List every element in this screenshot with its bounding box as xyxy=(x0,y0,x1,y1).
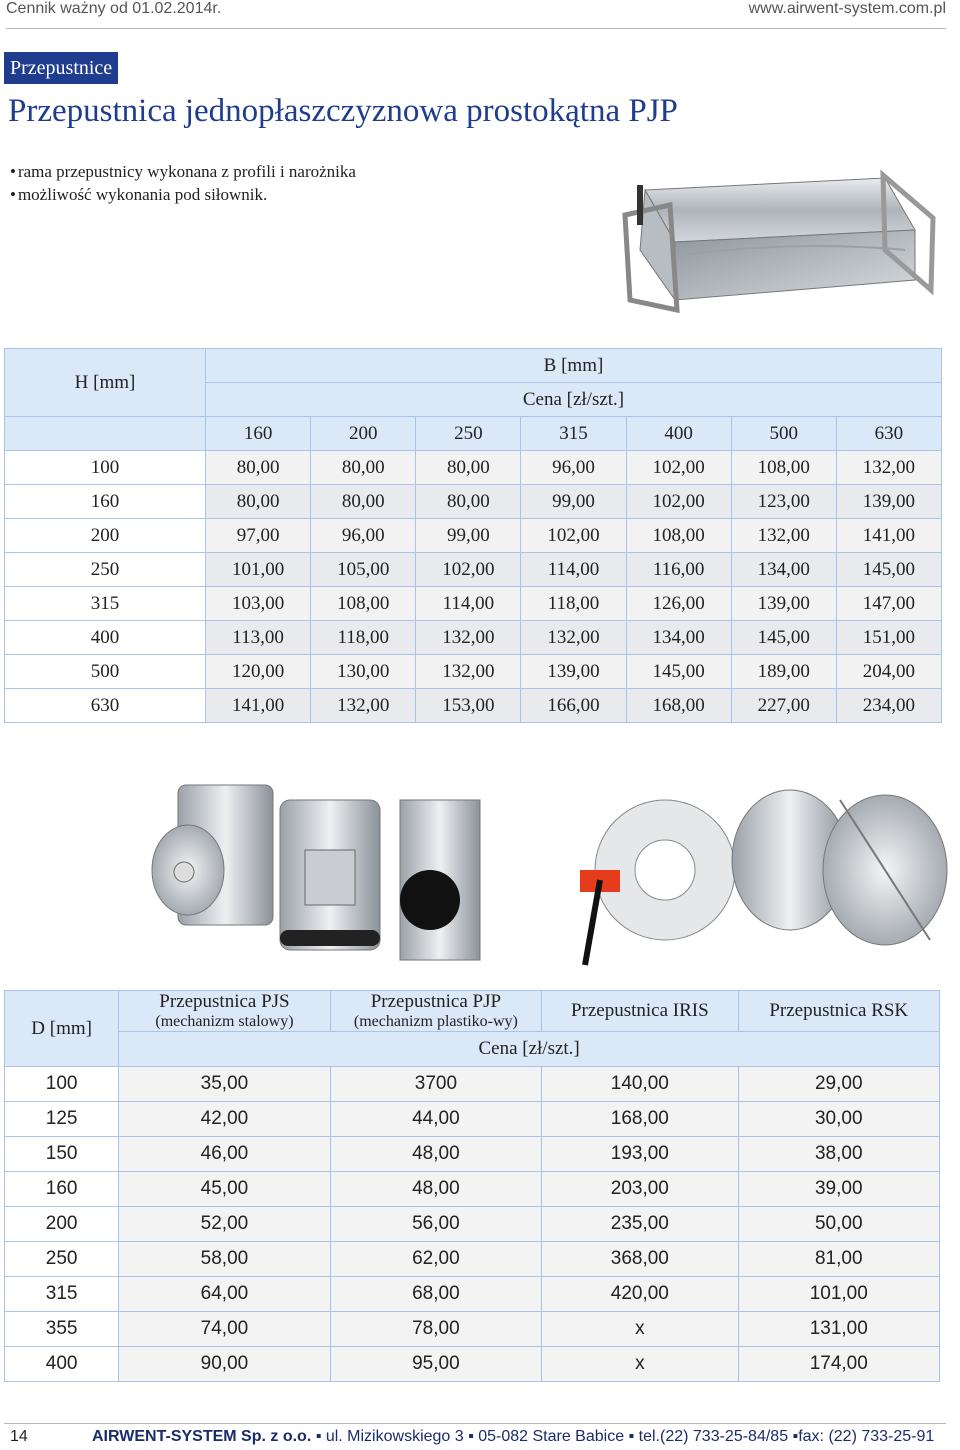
price-cell: 101,00 xyxy=(738,1277,939,1312)
price-cell: 35,00 xyxy=(119,1067,330,1102)
feature-list xyxy=(10,160,356,206)
round-damper-price-table xyxy=(4,990,940,1382)
iris-column-header: Przepustnica IRIS xyxy=(542,991,738,1032)
price-cell: 62,00 xyxy=(330,1242,541,1277)
company-address: ▪ ul. Mizikowskiego 3 ▪ 05-082 Stare Babice ▪ tel.(22) 733-25-84/85 ▪fax: (22) 733-25-91 xyxy=(311,1428,935,1445)
rsk-column-header: Przepustnica RSK xyxy=(738,991,939,1032)
h-value-cell: 630 xyxy=(5,689,206,723)
website-link[interactable]: www.airwent-system.com.pl xyxy=(748,0,946,17)
price-cell: 134,00 xyxy=(626,621,731,655)
price-unit-header: Cena [zł/szt.] xyxy=(119,1032,940,1067)
price-cell: 102,00 xyxy=(626,485,731,519)
price-cell: 48,00 xyxy=(330,1172,541,1207)
table-row xyxy=(5,519,942,553)
price-cell: 102,00 xyxy=(626,451,731,485)
h-value-cell: 100 xyxy=(5,451,206,485)
price-cell: 102,00 xyxy=(416,553,521,587)
price-cell: 234,00 xyxy=(836,689,941,723)
price-cell: 139,00 xyxy=(521,655,626,689)
price-cell: 114,00 xyxy=(416,587,521,621)
h-value-cell: 160 xyxy=(5,485,206,519)
b-value-header: 500 xyxy=(731,417,836,451)
price-cell: 116,00 xyxy=(626,553,731,587)
rectangular-damper-photo xyxy=(615,160,945,320)
d-value-cell: 160 xyxy=(5,1172,119,1207)
price-cell: 102,00 xyxy=(521,519,626,553)
price-cell: 203,00 xyxy=(542,1172,738,1207)
h-column-header: H [mm] xyxy=(5,349,206,417)
page-title: Przepustnica jednopłaszczyznowa prostokątna PJP xyxy=(8,93,678,129)
price-cell: x xyxy=(542,1312,738,1347)
pjp-price-table xyxy=(4,348,942,723)
pjs-subtitle: (mechanizm stalowy) xyxy=(155,1013,294,1030)
table-row xyxy=(5,485,942,519)
price-cell: 81,00 xyxy=(738,1242,939,1277)
table-row xyxy=(5,1102,940,1137)
d-value-cell: 150 xyxy=(5,1137,119,1172)
price-cell: 108,00 xyxy=(731,451,836,485)
price-cell: 80,00 xyxy=(416,451,521,485)
price-cell: 168,00 xyxy=(626,689,731,723)
price-cell: 103,00 xyxy=(206,587,311,621)
price-cell: 96,00 xyxy=(311,519,416,553)
price-cell: 64,00 xyxy=(119,1277,330,1312)
d-value-cell: 355 xyxy=(5,1312,119,1347)
d-column-header xyxy=(5,991,119,1067)
d-value-cell: 125 xyxy=(5,1102,119,1137)
price-cell: 97,00 xyxy=(206,519,311,553)
price-cell: 38,00 xyxy=(738,1137,939,1172)
footer-divider xyxy=(4,1423,946,1424)
price-cell: 147,00 xyxy=(836,587,941,621)
round-dampers-photo xyxy=(140,780,960,970)
table-row xyxy=(5,655,942,689)
price-cell: 80,00 xyxy=(206,451,311,485)
feature-text: rama przepustnicy wykonana z profili i narożnika xyxy=(17,162,356,181)
price-cell: 99,00 xyxy=(521,485,626,519)
price-cell: 368,00 xyxy=(542,1242,738,1277)
price-cell: 58,00 xyxy=(119,1242,330,1277)
price-cell: 44,00 xyxy=(330,1102,541,1137)
d-value-cell: 400 xyxy=(5,1347,119,1382)
rsk-damper-image xyxy=(732,790,947,945)
feature-text: możliwość wykonania pod siłownik. xyxy=(17,185,268,204)
price-cell: 139,00 xyxy=(836,485,941,519)
table-row xyxy=(5,1347,940,1382)
b-column-header: B [mm] xyxy=(206,349,942,383)
corner-cell xyxy=(5,417,206,451)
b-value-header: 200 xyxy=(311,417,416,451)
price-cell: 204,00 xyxy=(836,655,941,689)
price-cell: 80,00 xyxy=(206,485,311,519)
price-cell: 95,00 xyxy=(330,1347,541,1382)
price-list-validity: Cennik ważny od 01.02.2014r. xyxy=(6,0,222,17)
pjp-column-header xyxy=(330,991,541,1032)
feature-item xyxy=(10,183,356,206)
table-row xyxy=(5,621,942,655)
price-cell: 130,00 xyxy=(311,655,416,689)
price-cell: 120,00 xyxy=(206,655,311,689)
price-cell: 123,00 xyxy=(731,485,836,519)
table-row xyxy=(5,689,942,723)
price-cell: 113,00 xyxy=(206,621,311,655)
price-cell: 132,00 xyxy=(521,621,626,655)
price-cell: 50,00 xyxy=(738,1207,939,1242)
price-cell: 139,00 xyxy=(731,587,836,621)
price-cell: 132,00 xyxy=(416,621,521,655)
footer-contact xyxy=(92,1428,934,1446)
price-cell: 193,00 xyxy=(542,1137,738,1172)
price-cell: 132,00 xyxy=(311,689,416,723)
price-cell: 108,00 xyxy=(626,519,731,553)
header-divider xyxy=(6,28,946,29)
section-tag: Przepustnice xyxy=(4,52,118,84)
b-value-header: 630 xyxy=(836,417,941,451)
price-cell: 80,00 xyxy=(311,451,416,485)
b-value-header: 250 xyxy=(416,417,521,451)
price-cell: 140,00 xyxy=(542,1067,738,1102)
h-value-cell: 315 xyxy=(5,587,206,621)
d-value-cell: 100 xyxy=(5,1067,119,1102)
feature-item xyxy=(10,160,356,183)
pjp-price-rows xyxy=(5,451,942,723)
table-row xyxy=(5,1207,940,1242)
price-unit-header: Cena [zł/szt.] xyxy=(206,383,942,417)
round-damper-price-rows xyxy=(5,1067,940,1382)
price-cell: 132,00 xyxy=(731,519,836,553)
price-cell: 52,00 xyxy=(119,1207,330,1242)
h-value-cell: 400 xyxy=(5,621,206,655)
price-cell: 3700 xyxy=(330,1067,541,1102)
pjp-subtitle: (mechanizm plastiko-wy) xyxy=(353,1013,518,1030)
d-value-cell: 200 xyxy=(5,1207,119,1242)
price-cell: 48,00 xyxy=(330,1137,541,1172)
price-cell: 96,00 xyxy=(521,451,626,485)
d-header-label: D [mm] xyxy=(31,1017,92,1039)
price-cell: x xyxy=(542,1347,738,1382)
price-cell: 30,00 xyxy=(738,1102,939,1137)
table-row xyxy=(5,451,942,485)
price-cell: 68,00 xyxy=(330,1277,541,1312)
table-row xyxy=(5,1277,940,1312)
price-cell: 235,00 xyxy=(542,1207,738,1242)
table-row xyxy=(5,1312,940,1347)
price-cell: 56,00 xyxy=(330,1207,541,1242)
table-row xyxy=(5,587,942,621)
price-cell: 78,00 xyxy=(330,1312,541,1347)
price-cell: 80,00 xyxy=(311,485,416,519)
pjs-title: Przepustnica PJS xyxy=(159,991,290,1012)
price-cell: 145,00 xyxy=(731,621,836,655)
h-value-cell: 500 xyxy=(5,655,206,689)
price-cell: 151,00 xyxy=(836,621,941,655)
price-cell: 227,00 xyxy=(731,689,836,723)
price-cell: 45,00 xyxy=(119,1172,330,1207)
price-cell: 166,00 xyxy=(521,689,626,723)
table-row xyxy=(5,1172,940,1207)
price-cell: 101,00 xyxy=(206,553,311,587)
table-row xyxy=(5,553,942,587)
pjp-damper-image xyxy=(280,800,480,960)
price-cell: 132,00 xyxy=(836,451,941,485)
price-cell: 168,00 xyxy=(542,1102,738,1137)
price-cell: 141,00 xyxy=(206,689,311,723)
price-cell: 145,00 xyxy=(836,553,941,587)
price-cell: 90,00 xyxy=(119,1347,330,1382)
price-cell: 141,00 xyxy=(836,519,941,553)
d-value-cell: 315 xyxy=(5,1277,119,1312)
h-value-cell: 200 xyxy=(5,519,206,553)
price-cell: 145,00 xyxy=(626,655,731,689)
table-row xyxy=(5,1242,940,1277)
price-cell: 74,00 xyxy=(119,1312,330,1347)
pjp-title: Przepustnica PJP xyxy=(370,991,502,1012)
b-value-header: 400 xyxy=(626,417,731,451)
iris-damper-image xyxy=(580,800,735,965)
price-cell: 126,00 xyxy=(626,587,731,621)
price-cell: 118,00 xyxy=(521,587,626,621)
price-cell: 39,00 xyxy=(738,1172,939,1207)
price-cell: 132,00 xyxy=(416,655,521,689)
price-cell: 131,00 xyxy=(738,1312,939,1347)
price-cell: 153,00 xyxy=(416,689,521,723)
h-value-cell: 250 xyxy=(5,553,206,587)
price-cell: 189,00 xyxy=(731,655,836,689)
table-row xyxy=(5,1137,940,1172)
price-cell: 134,00 xyxy=(731,553,836,587)
price-cell: 29,00 xyxy=(738,1067,939,1102)
price-cell: 174,00 xyxy=(738,1347,939,1382)
company-name: AIRWENT-SYSTEM Sp. z o.o. xyxy=(92,1428,312,1445)
price-cell: 46,00 xyxy=(119,1137,330,1172)
price-cell: 42,00 xyxy=(119,1102,330,1137)
price-cell: 80,00 xyxy=(416,485,521,519)
b-value-header: 160 xyxy=(206,417,311,451)
b-value-header: 315 xyxy=(521,417,626,451)
price-cell: 118,00 xyxy=(311,621,416,655)
pjs-column-header xyxy=(119,991,330,1032)
page-number: 14 xyxy=(10,1428,28,1445)
table-row xyxy=(5,1067,940,1102)
d-value-cell: 250 xyxy=(5,1242,119,1277)
price-cell: 114,00 xyxy=(521,553,626,587)
price-cell: 420,00 xyxy=(542,1277,738,1312)
price-cell: 99,00 xyxy=(416,519,521,553)
price-cell: 108,00 xyxy=(311,587,416,621)
pjs-damper-image xyxy=(152,785,273,925)
price-cell: 105,00 xyxy=(311,553,416,587)
